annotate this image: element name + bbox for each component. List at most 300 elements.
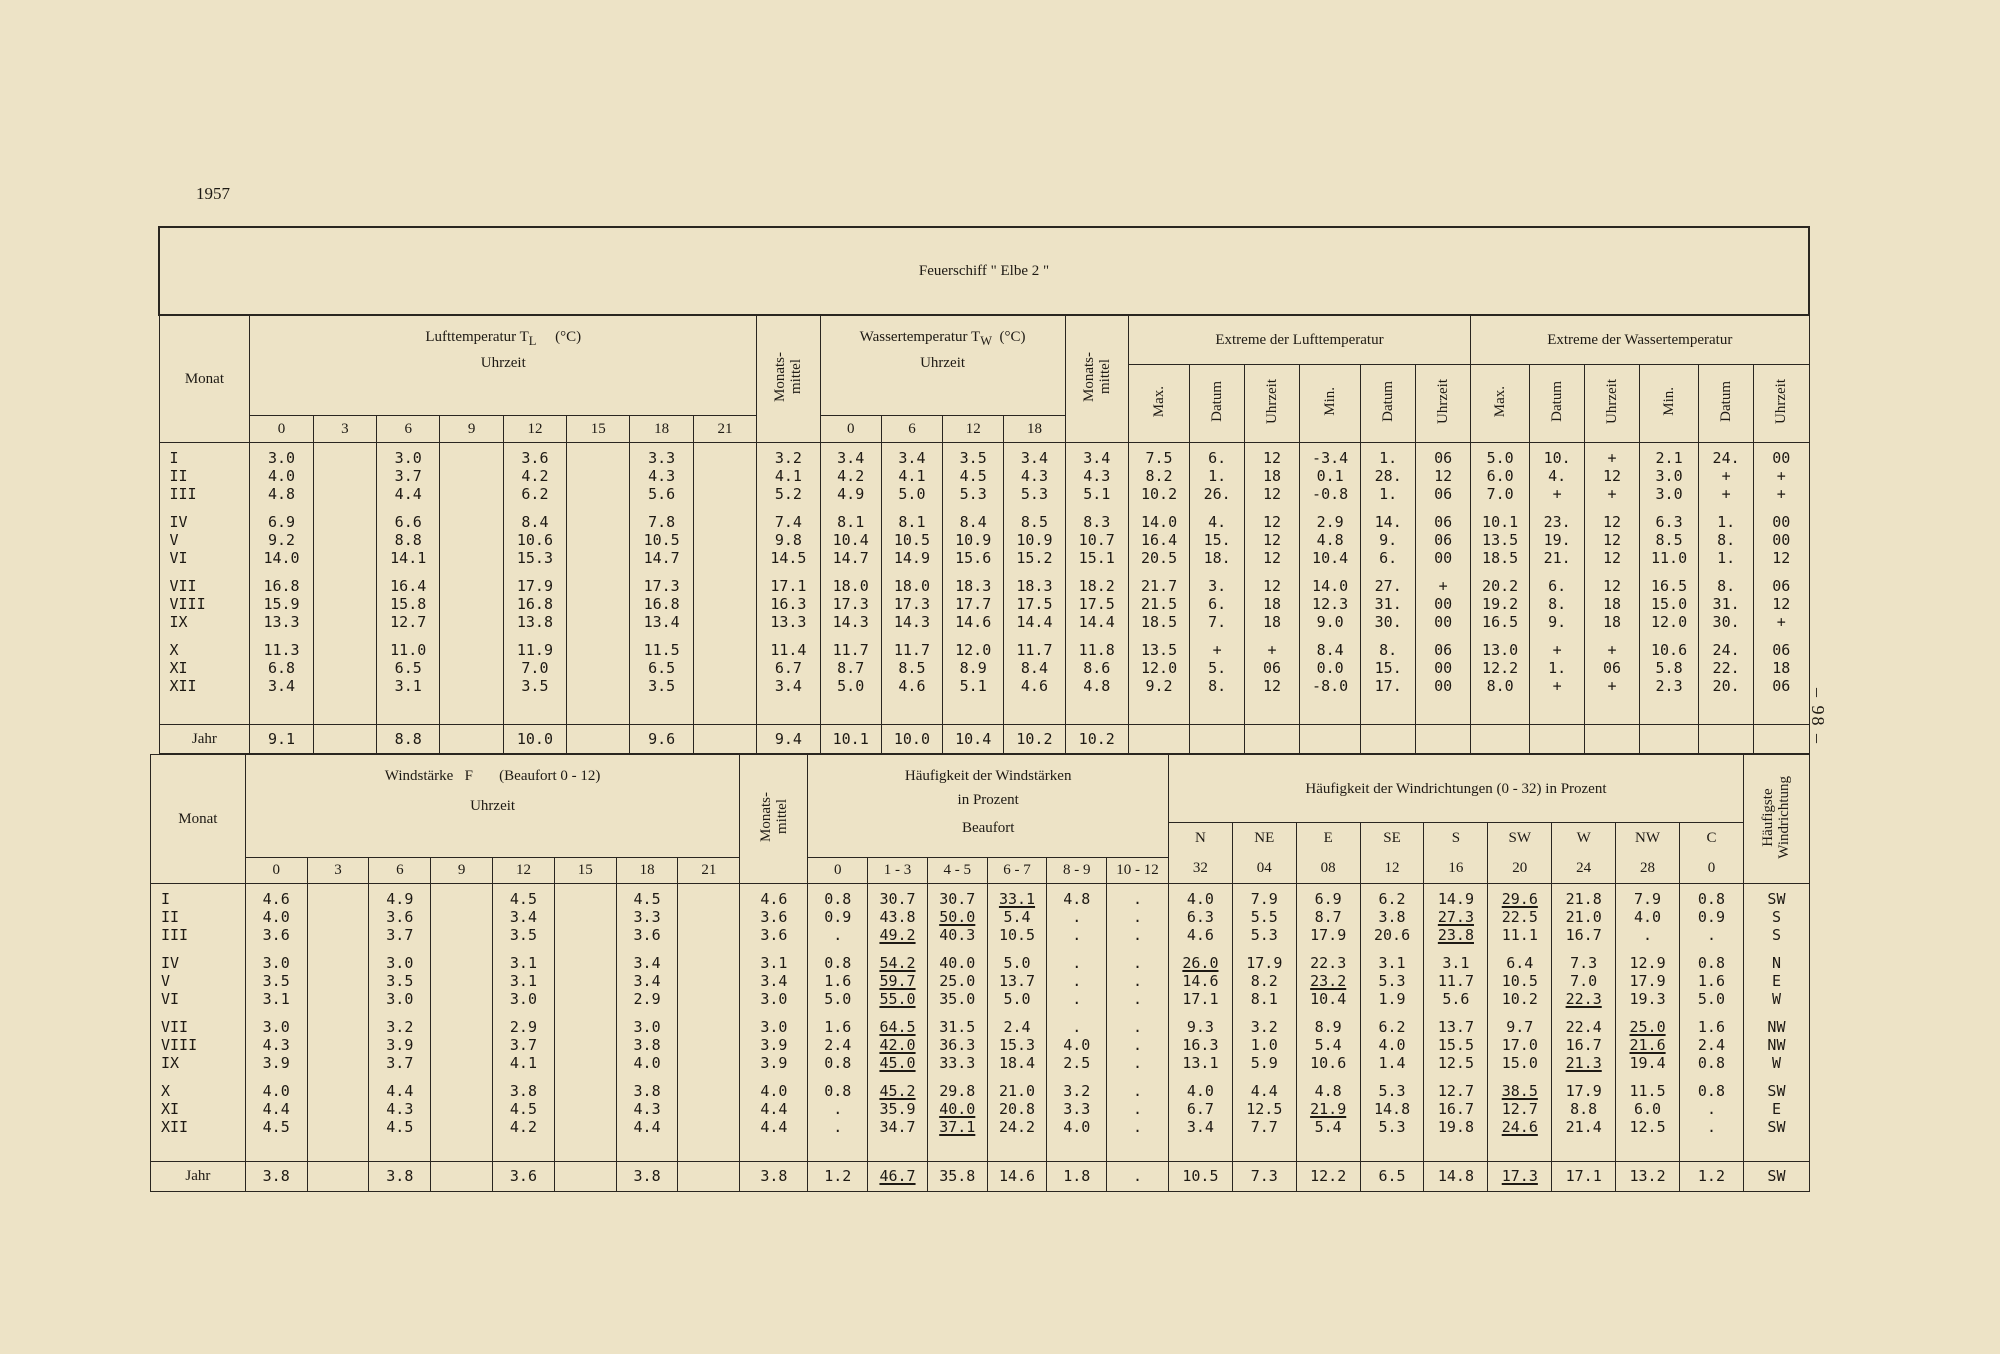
force-freq-b13-value: 30.7 [879,889,916,908]
extremes-year-empty [1530,725,1585,754]
wind-force-h0-value: 4.4 [262,1099,290,1118]
force-freq-b0-value: . [833,1117,843,1136]
force-freq-b67-value: 13.7 [998,971,1036,990]
water-extreme-min-value: 11.0 [1651,548,1688,567]
air-hour-0: 0 [250,415,313,442]
air-temp-empty [313,442,376,725]
water-temp-h6-value: 17.3 [893,594,930,613]
prevailing-direction-value: E [1771,1099,1781,1118]
air-hour-9: 9 [440,415,503,442]
beaufort-8-9: 8 - 9 [1047,857,1107,883]
water-temp-h0-value: 10.4 [832,530,869,549]
air-max-date-header: Datum [1190,364,1245,442]
wind-month-value: II [161,907,180,926]
water-min-date-header: Datum [1699,364,1754,442]
air-temp-h12-column [503,442,566,725]
air-temp-h0-value: 6.9 [267,512,296,531]
air-temp-h0-value: 16.8 [263,576,300,595]
air-temp-h6-value: 4.4 [394,484,422,503]
water-temp-h0-column [820,442,881,725]
air-extreme-min-date-value: 17. [1374,676,1402,695]
air-extreme-min-date-value: 1. [1379,448,1398,467]
dir-freq-e-value: 5.4 [1314,1117,1342,1136]
wind-month-value: XII [161,1117,189,1136]
water-temp-mean-value: 10.7 [1078,530,1115,549]
air-extreme-min-date-value: 15. [1374,658,1402,677]
dir-freq-s-value: 15.5 [1437,1035,1474,1054]
dir-freq-ne-value: 7.7 [1250,1117,1278,1136]
dir-freq-e-value: 10.4 [1310,989,1347,1008]
air-temp-h18-value: 7.8 [648,512,676,531]
air-max-header: Max. [1128,364,1189,442]
air-temp-mean-value: 14.5 [770,548,807,567]
direction-name: SE [1383,830,1401,847]
wind-force-mean-value: 3.1 [760,953,788,972]
water-extreme-max-time-value: + [1607,676,1617,695]
water-temp-h6-value: 8.1 [898,512,926,531]
air-temp-h18-value: 11.5 [643,640,680,659]
water-temp-h12-value: 8.4 [959,512,987,531]
water-temp-h12-value: 14.6 [955,612,992,631]
air-extreme-max-time-value: 12 [1263,512,1282,531]
air-temp-h18-value: 10.5 [643,530,680,549]
month-value: X [169,640,179,659]
air-hour-12: 12 [503,415,566,442]
prevailing-direction-value: SW [1767,889,1786,908]
year-label: 1957 [196,184,230,203]
force-freq-b89-value: 2.5 [1063,1053,1091,1072]
wind-force-header: Windstärke F (Beaufort 0 - 12) Uhrzeit [245,755,740,858]
air-extreme-min-time-value: 06 [1434,448,1453,467]
dir-freq-e-value: 22.3 [1310,953,1347,972]
dir-freq-ne-value: 17.9 [1246,953,1283,972]
force-freq-b13-value: 54.2 [879,953,916,972]
prevailing-direction-value: N [1771,953,1781,972]
dir-freq-se-value: 6.2 [1378,1017,1406,1036]
water-extreme-min-time-value: 00 [1772,512,1791,531]
dir-freq-year-e: 12.2 [1296,1161,1360,1191]
water-temp-h6-column [881,442,942,725]
dir-freq-nw-value: 19.3 [1629,989,1666,1008]
water-extreme-min-value: 2.1 [1655,448,1683,467]
water-temp-h6-value: 5.0 [898,484,926,503]
dir-freq-w-value: 8.8 [1570,1099,1598,1118]
wind-force-year-mean: 3.8 [740,1161,808,1191]
year-row-label: Jahr [159,725,250,754]
air-extreme-max-value: 12.0 [1140,658,1178,677]
wind-force-mean-value: 3.0 [760,1017,788,1036]
force-freq-b89-value: 3.2 [1063,1081,1091,1100]
dir-freq-se-value: 20.6 [1373,925,1411,944]
wind-force-h6-value: 3.7 [386,1053,414,1072]
air-temp-h0-value: 11.3 [263,640,300,659]
air-extreme-min-value: -3.4 [1312,448,1349,467]
air-extreme-min-date-value: 9. [1379,530,1398,549]
water-extreme-max-value: 18.5 [1482,548,1519,567]
force-freq-b0-value: 0.9 [824,907,852,926]
water-extreme-max-date-column [1530,442,1585,725]
dir-freq-c-value: 0.9 [1697,907,1725,926]
air-extreme-min-date-value: 8. [1379,640,1398,659]
air-extreme-max-value: 13.5 [1140,640,1178,659]
force-freq-b45-value: 30.7 [939,889,976,908]
air-extreme-max-time-column [1245,442,1300,725]
dir-freq-nw-value: 4.0 [1634,907,1662,926]
force-freq-b1012-value: . [1133,989,1143,1008]
dir-freq-s-value: 5.6 [1442,989,1470,1008]
force-freq-b13-value: 43.8 [879,907,916,926]
force-freq-b45-column [927,883,987,1161]
force-freq-b0-value: 1.6 [824,1017,852,1036]
wind-force-year-empty [554,1161,616,1191]
force-freq-b1012-column [1107,883,1169,1161]
water-extreme-min-value: 3.0 [1655,466,1683,485]
dir-freq-year-nw: 13.2 [1616,1161,1680,1191]
water-temp-mean-value: 8.3 [1083,512,1111,531]
direction-degree: 0 [1707,860,1716,877]
dir-freq-sw-value: 6.4 [1506,953,1534,972]
water-extreme-max-time-column [1585,442,1640,725]
air-extreme-max-date-value: 7. [1208,612,1227,631]
dir-freq-n-value: 26.0 [1182,953,1219,972]
air-extreme-min-time-value: 06 [1434,512,1453,531]
air-temp-h6-value: 3.7 [394,466,422,485]
force-freq-b45-value: 50.0 [939,907,976,926]
direction-name: NW [1635,830,1661,847]
water-extreme-min-value: 16.5 [1651,576,1688,595]
dir-freq-e-value: 8.9 [1314,1017,1342,1036]
dir-freq-w-value: 16.7 [1565,925,1602,944]
water-temp-mean-value: 15.1 [1078,548,1115,567]
air-temp-h12-value: 7.0 [521,658,549,677]
air-temp-year-empty [567,725,630,754]
dir-freq-c-value: . [1706,1099,1716,1118]
force-freq-b13-value: 45.2 [879,1081,916,1100]
force-freq-b1012-value: . [1133,953,1143,972]
force-freq-b67-value: 18.4 [998,1053,1036,1072]
direction-s [1424,823,1488,883]
dir-freq-nw-value: 21.6 [1629,1035,1666,1054]
direction-degree: 08 [1320,860,1336,877]
force-freq-b67-column [987,883,1047,1161]
air-temp-empty [567,442,630,725]
direction-name: W [1576,830,1591,847]
water-temp-h18-value: 17.5 [1016,594,1053,613]
air-extreme-max-time-value: 18 [1263,466,1282,485]
force-freq-b89-value: 4.0 [1063,1035,1091,1054]
water-extreme-max-date-value: 6. [1548,576,1567,595]
dir-freq-n-value: 9.3 [1186,1017,1214,1036]
water-temp-h0-value: 4.9 [837,484,865,503]
dir-freq-se-value: 1.9 [1378,989,1406,1008]
water-temp-h12-value: 5.3 [959,484,987,503]
dir-freq-c-value: . [1706,1117,1716,1136]
dir-freq-c-value: . [1706,925,1716,944]
direction-degree: 32 [1192,860,1208,877]
force-freq-b45-value: 40.3 [939,925,976,944]
dir-freq-ne-value: 8.1 [1250,989,1278,1008]
water-temp-h12-value: 15.6 [955,548,992,567]
air-extreme-min-time-value: 06 [1434,530,1453,549]
direction-name: SW [1508,830,1532,847]
extremes-year-empty [1299,725,1360,754]
dir-freq-n-value: 16.3 [1182,1035,1219,1054]
force-freq-b89-column [1047,883,1107,1161]
water-temp-year-h12: 10.4 [943,725,1004,754]
dir-freq-c-value: 0.8 [1697,953,1725,972]
air-temp-h12-value: 3.5 [521,676,549,695]
air-temp-mean-value: 16.3 [770,594,807,613]
dir-freq-ne-value: 1.0 [1250,1035,1278,1054]
dir-freq-c-value: 0.8 [1697,1081,1725,1100]
air-extreme-max-value: 18.5 [1140,612,1178,631]
dir-freq-w-column [1552,883,1616,1161]
water-extreme-max-time-value: 12 [1603,576,1622,595]
dir-freq-se-value: 5.3 [1378,1117,1406,1136]
water-temp-h6-value: 3.4 [898,448,926,467]
dir-freq-se-value: 3.1 [1378,953,1406,972]
water-mean-header: Monats- mittel [1065,315,1128,442]
direction-e [1296,823,1360,883]
water-temp-h6-value: 14.3 [893,612,930,631]
dir-freq-ne-value: 3.2 [1250,1017,1278,1036]
force-freq-b0-value: 2.4 [824,1035,852,1054]
air-extreme-max-date-value: 15. [1203,530,1231,549]
wind-force-empty [554,883,616,1161]
direction-name: E [1323,830,1333,847]
water-temp-h12-value: 5.1 [959,676,987,695]
water-temp-h12-value: 4.5 [959,466,987,485]
water-extreme-min-date-value: + [1721,466,1731,485]
water-max-time-header: Uhrzeit [1585,364,1640,442]
air-temp-h6-column [377,442,440,725]
dir-freq-s-value: 27.3 [1437,907,1474,926]
extremes-year-empty [1128,725,1189,754]
water-extreme-max-time-value: 06 [1603,658,1622,677]
wind-force-mean-value: 3.0 [760,989,788,1008]
dir-freq-sw-value: 29.6 [1501,889,1538,908]
water-temp-h18-column [1004,442,1065,725]
dir-freq-se-value: 5.3 [1378,1081,1406,1100]
air-extreme-max-time-value: 12 [1263,448,1282,467]
water-extreme-max-date-value: 1. [1548,658,1567,677]
air-temp-h18-value: 17.3 [643,576,680,595]
air-extreme-min-date-value: 28. [1374,466,1402,485]
wind-month-value: X [161,1081,171,1100]
water-extreme-min-date-value: 24. [1712,448,1740,467]
prevailing-direction-value: NW [1767,1035,1786,1054]
wind-month-value: VIII [161,1035,198,1054]
dir-freq-e-value: 21.9 [1310,1099,1347,1118]
wind-force-mean-value: 3.9 [760,1035,788,1054]
dir-freq-w-value: 21.4 [1565,1117,1602,1136]
dir-freq-sw-value: 10.2 [1501,989,1538,1008]
wind-force-mean-value: 4.4 [760,1117,788,1136]
air-extreme-max-time-value: 12 [1263,676,1282,695]
direction-name: S [1451,830,1461,847]
air-hour-15: 15 [567,415,630,442]
direction-name: NE [1254,830,1275,847]
air-hour-3: 3 [313,415,376,442]
air-extreme-min-value: 8.4 [1316,640,1344,659]
prevailing-direction-value: W [1771,989,1781,1008]
wind-month-value: VI [161,989,180,1008]
air-extreme-max-date-value: 8. [1208,676,1227,695]
beaufort-6-7: 6 - 7 [987,857,1047,883]
force-freq-year-b67: 14.6 [987,1161,1047,1191]
air-extreme-max-value: 7.5 [1145,448,1173,467]
page-number: – 98 – [1808,688,1828,745]
air-extreme-max-date-value: 6. [1208,594,1227,613]
wind-force-h0-value: 3.9 [262,1053,290,1072]
dir-freq-se-column [1360,883,1424,1161]
dir-freq-sw-value: 11.1 [1501,925,1538,944]
air-temp-h6-value: 8.8 [394,530,422,549]
wind-force-h6-value: 4.3 [386,1099,414,1118]
water-temp-mean-column [1065,442,1128,725]
air-temp-h0-column [250,442,313,725]
water-temp-h18-value: 18.3 [1016,576,1053,595]
force-freq-b45-value: 29.8 [939,1081,976,1100]
force-freq-b1012-value: . [1133,1035,1143,1054]
force-freq-year-b13: 46.7 [868,1161,928,1191]
force-freq-b0-value: 1.6 [824,971,852,990]
water-temp-mean-value: 14.4 [1078,612,1115,631]
dir-freq-s-value: 3.1 [1442,953,1470,972]
wind-force-h0-value: 4.3 [262,1035,290,1054]
wind-force-h12-value: 3.4 [509,907,537,926]
water-extreme-min-date-value: 1. [1717,512,1736,531]
dir-freq-year-ne: 7.3 [1232,1161,1296,1191]
wind-force-mean-value: 3.6 [760,925,788,944]
air-extreme-min-time-value: + [1438,576,1448,595]
water-extremes-header: Extreme der Wassertemperatur [1471,315,1809,364]
dir-freq-c-value: 5.0 [1697,989,1725,1008]
dir-freq-ne-value: 5.9 [1250,1053,1278,1072]
air-temp-year-h0: 9.1 [250,725,313,754]
wind-force-h0-value: 4.0 [262,1081,290,1100]
water-extreme-max-time-value: + [1607,448,1617,467]
water-temp-mean-value: 4.3 [1083,466,1111,485]
air-temp-mean-value: 11.4 [770,640,807,659]
dir-freq-e-column [1296,883,1360,1161]
air-temp-mean-value: 3.4 [774,676,802,695]
air-temp-h18-value: 5.6 [648,484,676,503]
water-extreme-max-value: 13.0 [1482,640,1519,659]
water-extreme-min-date-value: 30. [1712,612,1740,631]
force-freq-b45-value: 25.0 [939,971,976,990]
wind-force-h18-value: 3.4 [633,953,661,972]
water-extreme-min-value: 8.5 [1655,530,1683,549]
wind-month-value: I [161,889,171,908]
water-temp-h0-value: 14.7 [832,548,869,567]
dir-freq-w-value: 21.0 [1565,907,1602,926]
air-extreme-max-date-value: 4. [1208,512,1227,531]
force-freq-b89-value: 4.0 [1063,1117,1091,1136]
air-temp-h0-value: 4.8 [267,484,296,503]
water-extreme-max-value: 7.0 [1486,484,1514,503]
water-extreme-min-time-value: + [1776,466,1786,485]
force-freq-b13-column [868,883,928,1161]
direction-name: N [1195,830,1206,847]
direction-se [1360,823,1424,883]
water-extreme-min-time-value: 06 [1772,576,1791,595]
dir-freq-year-n: 10.5 [1168,1161,1232,1191]
dir-freq-header: Häufigkeit der Windrichtungen (0 - 32) in Prozent [1168,755,1743,823]
water-extreme-min-date-value: 24. [1712,640,1740,659]
force-freq-header: Häufigkeit der Windstärken in Prozent Beaufort [808,755,1169,858]
water-extreme-max-time-value: 12 [1603,466,1622,485]
wind-hour-9: 9 [431,857,493,883]
air-extreme-min-time-column [1416,442,1471,725]
air-hour-6: 6 [377,415,440,442]
water-temp-h18-value: 8.4 [1020,658,1048,677]
extremes-year-empty [1361,725,1416,754]
air-extreme-max-column [1128,442,1189,725]
air-extreme-min-time-value: 00 [1434,612,1453,631]
dir-freq-w-value: 7.3 [1570,953,1598,972]
air-temp-h0-value: 14.0 [263,548,300,567]
wind-force-h6-value: 3.9 [386,1035,414,1054]
force-freq-b1012-value: . [1133,925,1143,944]
water-extreme-max-value: 6.0 [1486,466,1514,485]
water-temp-h0-value: 11.7 [832,640,869,659]
air-extreme-min-date-value: 14. [1374,512,1402,531]
wind-force-h6-value: 3.6 [386,907,414,926]
air-temp-year-h6: 8.8 [377,725,440,754]
direction-degree: 20 [1512,860,1528,877]
water-temp-mean-value: 5.1 [1083,484,1111,503]
month-value: V [169,530,179,549]
air-extreme-max-date-value: + [1212,640,1222,659]
air-mean-header: Monats- mittel [757,315,820,442]
air-min-time-header: Uhrzeit [1416,364,1471,442]
month-value: XI [169,658,188,677]
air-extreme-min-column [1299,442,1360,725]
dir-freq-w-value: 22.3 [1565,989,1602,1008]
water-temp-mean-value: 8.6 [1083,658,1111,677]
month-value: VI [169,548,188,567]
water-temp-year-h18: 10.2 [1004,725,1065,754]
water-extreme-max-date-value: + [1552,484,1562,503]
wind-force-h18-value: 4.5 [633,889,661,908]
force-freq-b67-value: 2.4 [1003,1017,1031,1036]
dir-freq-n-value: 4.6 [1186,925,1214,944]
dir-freq-s-value: 12.7 [1437,1081,1474,1100]
wind-force-year-h12: 3.6 [493,1161,555,1191]
dir-freq-nw-value: 12.5 [1629,1117,1666,1136]
dir-freq-sw-value: 10.5 [1501,971,1538,990]
extremes-year-empty [1699,725,1754,754]
force-freq-b1012-value: . [1133,1081,1143,1100]
air-temp-h0-value: 13.3 [263,612,300,631]
extremes-year-empty [1754,725,1809,754]
water-extreme-max-date-value: 10. [1543,448,1571,467]
direction-degree: 16 [1448,860,1464,877]
wind-force-h12-value: 2.9 [509,1017,537,1036]
water-temp-h0-value: 5.0 [837,676,865,695]
force-freq-b89-value: . [1072,989,1082,1008]
prevailing-direction-value: W [1771,1053,1781,1072]
force-freq-b13-value: 35.9 [879,1099,916,1118]
force-freq-b1012-value: . [1133,1099,1143,1118]
air-temp-h6-value: 16.4 [390,576,427,595]
force-freq-b67-value: 15.3 [998,1035,1036,1054]
air-extreme-min-value: 14.0 [1312,576,1349,595]
air-temp-h6-value: 15.8 [390,594,427,613]
air-extreme-min-time-value: 00 [1434,548,1453,567]
dir-freq-n-value: 3.4 [1186,1117,1214,1136]
